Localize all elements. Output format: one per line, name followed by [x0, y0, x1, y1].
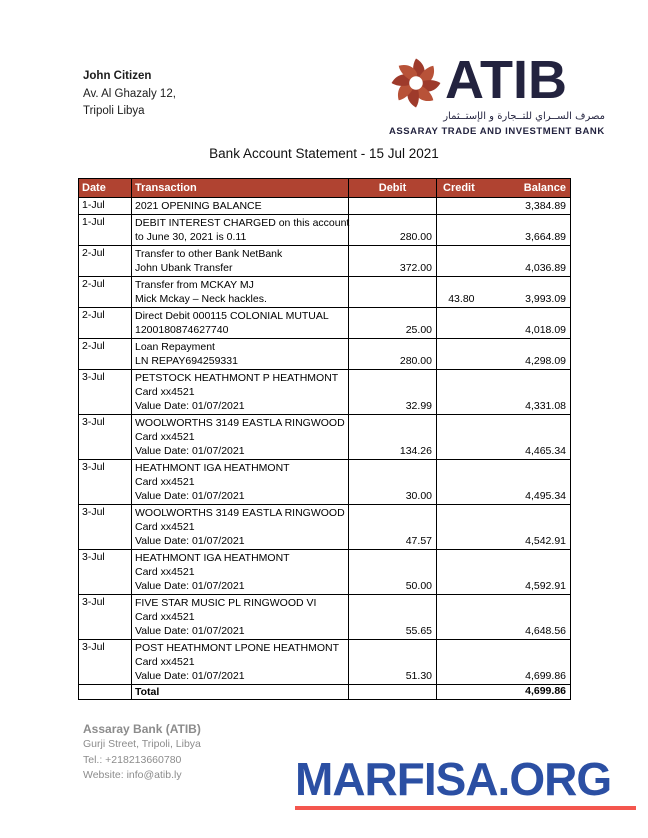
- transaction-line: Loan Repayment: [135, 341, 215, 353]
- statement-table-footer: [79, 685, 571, 700]
- cell-balance: 4,495.34: [479, 460, 571, 505]
- recipient-block: [83, 68, 176, 121]
- total-balance: 4,699.86: [479, 685, 571, 700]
- cell-credit: [437, 246, 479, 277]
- cell-credit: [437, 215, 479, 246]
- marfisa-watermark-underline: [295, 806, 636, 810]
- transaction-line: HEATHMONT IGA HEATHMONT: [135, 552, 290, 564]
- cell-date: 1-Jul: [79, 215, 132, 246]
- cell-date: 3-Jul: [79, 370, 132, 415]
- transaction-line: PETSTOCK HEATHMONT P HEATHMONT: [135, 372, 339, 384]
- bank-footer: [83, 721, 201, 784]
- table-row: [79, 246, 571, 277]
- column-header-balance: Balance: [479, 179, 571, 198]
- cell-credit: [437, 308, 479, 339]
- transaction-line: Value Date: 01/07/2021: [135, 445, 245, 457]
- cell-debit: 50.00: [349, 550, 437, 595]
- footer-bank-name: Assaray Bank (ATIB): [83, 722, 201, 736]
- table-row: [79, 595, 571, 640]
- cell-transaction: [132, 215, 349, 246]
- transaction-line: DEBIT INTEREST CHARGED on this account: [135, 217, 350, 229]
- transaction-line: LN REPAY694259331: [135, 355, 238, 367]
- column-header-credit: Credit: [437, 179, 479, 198]
- atib-flower-icon: [389, 57, 443, 109]
- footer-address: Gurji Street, Tripoli, Libya: [83, 738, 201, 750]
- table-row: [79, 308, 571, 339]
- cell-balance: 4,298.09: [479, 339, 571, 370]
- cell-debit: 55.65: [349, 595, 437, 640]
- cell-balance: 4,036.89: [479, 246, 571, 277]
- cell-credit: 43.80: [437, 277, 479, 308]
- total-label: Total: [132, 685, 349, 700]
- statement-table-head: [79, 179, 571, 198]
- cell-debit: [349, 277, 437, 308]
- recipient-name: John Citizen: [83, 70, 152, 82]
- atib-logo: [389, 42, 605, 137]
- transaction-line: HEATHMONT IGA HEATHMONT: [135, 462, 290, 474]
- cell-credit: [437, 460, 479, 505]
- statement-table: [78, 178, 571, 700]
- cell-balance: 3,664.89: [479, 215, 571, 246]
- cell-debit: 32.99: [349, 370, 437, 415]
- atib-arabic-tagline: مصرف الســراي للتــجارة و الإستــثمار: [443, 111, 605, 122]
- cell-transaction: [132, 505, 349, 550]
- cell-credit: [437, 339, 479, 370]
- marfisa-watermark: [295, 753, 636, 810]
- cell-date: 2-Jul: [79, 277, 132, 308]
- table-row: [79, 505, 571, 550]
- transaction-line: FIVE STAR MUSIC PL RINGWOOD VI: [135, 597, 317, 609]
- cell-date: 2-Jul: [79, 339, 132, 370]
- transaction-line: Card xx4521: [135, 521, 195, 533]
- transaction-line: WOOLWORTHS 3149 EASTLA RINGWOOD: [135, 417, 345, 429]
- cell-transaction: [132, 640, 349, 685]
- table-row: [79, 550, 571, 595]
- cell-credit: [437, 370, 479, 415]
- cell-credit: [437, 415, 479, 460]
- cell-debit: 25.00: [349, 308, 437, 339]
- statement-table-body: [79, 198, 571, 685]
- cell-date: 3-Jul: [79, 505, 132, 550]
- table-row: [79, 215, 571, 246]
- cell-balance: 4,018.09: [479, 308, 571, 339]
- cell-balance: 4,592.91: [479, 550, 571, 595]
- cell-debit: 30.00: [349, 460, 437, 505]
- total-row: [79, 685, 571, 700]
- cell-balance: 4,465.34: [479, 415, 571, 460]
- transaction-line: Card xx4521: [135, 431, 195, 443]
- cell-debit: 280.00: [349, 215, 437, 246]
- transaction-line: Card xx4521: [135, 611, 195, 623]
- transaction-line: 2021 OPENING BALANCE: [135, 200, 262, 212]
- cell-credit: [437, 550, 479, 595]
- cell-date: 3-Jul: [79, 550, 132, 595]
- marfisa-watermark-text: MARFISA.ORG: [295, 753, 612, 805]
- cell-credit: [437, 640, 479, 685]
- cell-transaction: [132, 595, 349, 640]
- footer-website: Website: info@atib.ly: [83, 769, 182, 782]
- cell-credit: [437, 505, 479, 550]
- column-header-transaction: Transaction: [132, 179, 349, 198]
- cell-transaction: [132, 415, 349, 460]
- cell-transaction: [132, 460, 349, 505]
- table-row: [79, 198, 571, 215]
- cell-transaction: [132, 339, 349, 370]
- cell-credit: [437, 595, 479, 640]
- total-date-cell: [79, 685, 132, 700]
- cell-date: 3-Jul: [79, 595, 132, 640]
- transaction-line: Value Date: 01/07/2021: [135, 400, 245, 412]
- transaction-line: Value Date: 01/07/2021: [135, 580, 245, 592]
- cell-balance: 4,331.08: [479, 370, 571, 415]
- atib-english-tagline: ASSARAY TRADE AND INVESTMENT BANK: [389, 126, 605, 137]
- cell-debit: 47.57: [349, 505, 437, 550]
- recipient-address-line2: Tripoli Libya: [83, 105, 145, 117]
- cell-debit: [349, 198, 437, 215]
- total-credit-cell: [437, 685, 479, 700]
- transaction-line: Value Date: 01/07/2021: [135, 670, 245, 682]
- transaction-line: Value Date: 01/07/2021: [135, 625, 245, 637]
- cell-transaction: [132, 308, 349, 339]
- recipient-address-line1: Av. Al Ghazaly 12,: [83, 87, 176, 100]
- transaction-line: Card xx4521: [135, 476, 195, 488]
- cell-date: 1-Jul: [79, 198, 132, 215]
- table-row: [79, 640, 571, 685]
- footer-tel: Tel.: +218213660780: [83, 753, 182, 766]
- atib-wordmark: ATIB: [445, 50, 567, 110]
- column-header-date: Date: [79, 179, 132, 198]
- cell-transaction: [132, 550, 349, 595]
- table-row: [79, 339, 571, 370]
- cell-transaction: [132, 198, 349, 215]
- cell-balance: 3,384.89: [479, 198, 571, 215]
- cell-credit: [437, 198, 479, 215]
- cell-balance: 4,648.56: [479, 595, 571, 640]
- transaction-line: Card xx4521: [135, 386, 195, 398]
- table-row: [79, 370, 571, 415]
- transaction-line: Value Date: 01/07/2021: [135, 490, 245, 502]
- cell-date: 2-Jul: [79, 246, 132, 277]
- transaction-line: 1200180874627740: [135, 324, 229, 336]
- cell-balance: 3,993.09: [479, 277, 571, 308]
- cell-transaction: [132, 277, 349, 308]
- transaction-line: WOOLWORTHS 3149 EASTLA RINGWOOD: [135, 507, 345, 519]
- transaction-line: Card xx4521: [135, 566, 195, 578]
- cell-date: 2-Jul: [79, 308, 132, 339]
- cell-balance: 4,542.91: [479, 505, 571, 550]
- transaction-line: Mick Mckay – Neck hackles.: [135, 293, 267, 305]
- atib-logo-row: [389, 42, 605, 110]
- cell-date: 3-Jul: [79, 640, 132, 685]
- cell-debit: 134.26: [349, 415, 437, 460]
- header-row: [79, 179, 571, 198]
- cell-debit: 372.00: [349, 246, 437, 277]
- transaction-line: Card xx4521: [135, 656, 195, 668]
- cell-balance: 4,699.86: [479, 640, 571, 685]
- transaction-line: Transfer to other Bank NetBank: [135, 248, 283, 260]
- transaction-line: Transfer from MCKAY MJ: [135, 279, 254, 291]
- transaction-line: John Ubank Transfer: [135, 262, 233, 274]
- total-debit-cell: [349, 685, 437, 700]
- cell-debit: 51.30: [349, 640, 437, 685]
- table-row: [79, 415, 571, 460]
- transaction-line: Value Date: 01/07/2021: [135, 535, 245, 547]
- cell-transaction: [132, 370, 349, 415]
- page-title: Bank Account Statement - 15 Jul 2021: [209, 146, 439, 161]
- table-row: [79, 460, 571, 505]
- table-row: [79, 277, 571, 308]
- column-header-debit: Debit: [349, 179, 437, 198]
- transaction-line: POST HEATHMONT LPONE HEATHMONT: [135, 642, 339, 654]
- transaction-line: Direct Debit 000115 COLONIAL MUTUAL: [135, 310, 329, 322]
- cell-date: 3-Jul: [79, 415, 132, 460]
- cell-date: 3-Jul: [79, 460, 132, 505]
- cell-debit: 280.00: [349, 339, 437, 370]
- transaction-line: to June 30, 2021 is 0.11: [135, 231, 247, 243]
- cell-transaction: [132, 246, 349, 277]
